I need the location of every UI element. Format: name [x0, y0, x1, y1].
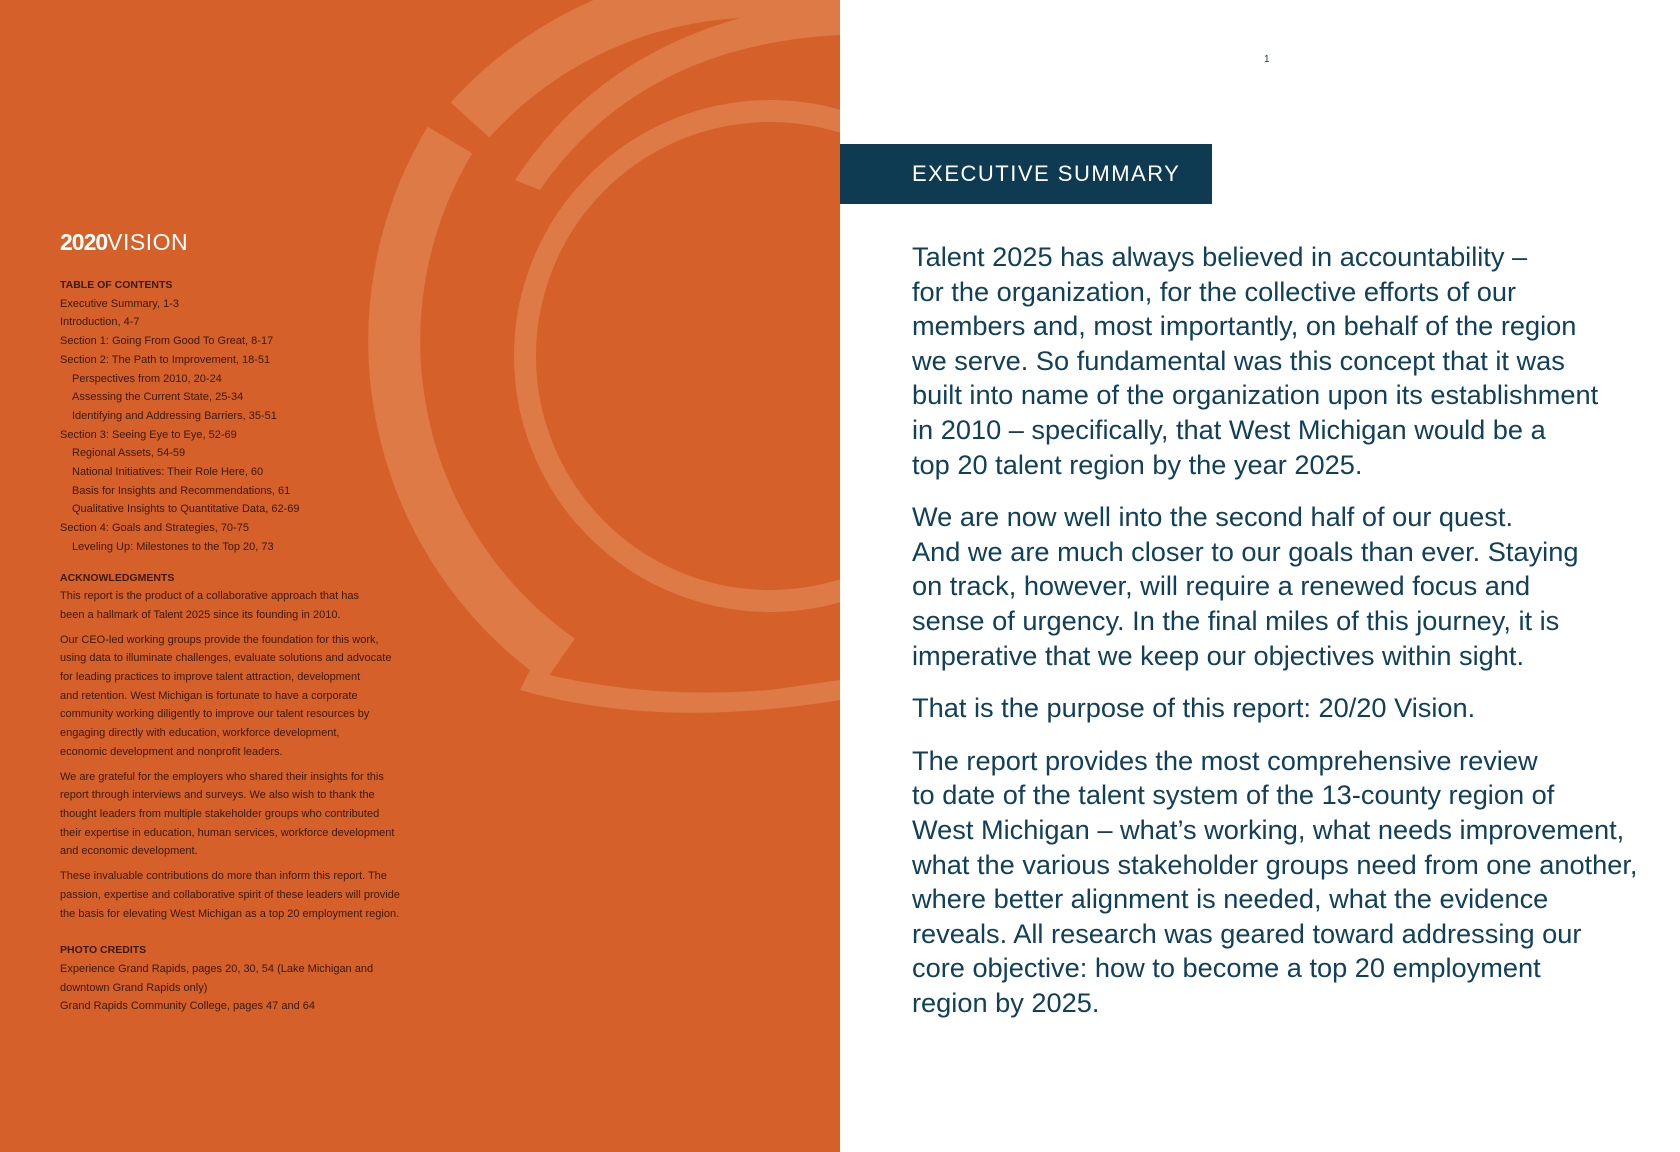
- text-line: built into name of the organization upon its establishment: [912, 379, 1599, 411]
- text-line: Talent 2025 has always believed in accountability –: [912, 241, 1528, 272]
- summary-paragraph: [912, 500, 1652, 673]
- photo-credit-line: Grand Rapids Community College, pages 47 and 64: [60, 1000, 315, 1013]
- toc-item: Section 4: Goals and Strategies, 70-75: [60, 522, 249, 535]
- photo-credits-heading: PHOTO CREDITS: [60, 944, 147, 957]
- text-line: sense of urgency. In the final miles of this journey, it is: [912, 604, 1560, 636]
- text-line: on track, however, will require a renewed focus and: [912, 570, 1531, 602]
- executive-summary-body: [912, 240, 1652, 1038]
- right-page: [840, 0, 1680, 1152]
- text-line: We are grateful for the employers who shared their insights for this: [60, 770, 384, 783]
- text-line: economic development and nonprofit leaders.: [60, 745, 283, 758]
- toc-item: Basis for Insights and Recommendations, 61: [72, 484, 291, 497]
- text-line: region by 2025.: [912, 986, 1100, 1018]
- inner-ring: [525, 111, 840, 601]
- text-line: engaging directly with education, workforce development,: [60, 727, 340, 740]
- text-line: and economic development.: [60, 845, 198, 858]
- photo-credits-text: [60, 960, 460, 1016]
- toc-item: National Initiatives: Their Role Here, 60: [72, 466, 264, 479]
- text-line: what the various stakeholder groups need from one another,: [912, 848, 1638, 880]
- text-line: using data to illuminate challenges, evaluate solutions and advocate: [60, 652, 392, 665]
- acknowledgments-paragraph: [60, 631, 460, 762]
- toc-item: Assessing the Current State, 25-34: [72, 391, 244, 404]
- text-line: members and, most importantly, on behalf of the region: [912, 310, 1577, 342]
- summary-paragraph: [912, 691, 1652, 726]
- toc-item: Section 2: The Path to Improvement, 18-51: [60, 353, 271, 366]
- toc-heading: TABLE OF CONTENTS: [60, 279, 173, 291]
- photo-credit-line: downtown Grand Rapids only): [60, 981, 208, 994]
- toc-list: [60, 295, 460, 557]
- toc-item: Leveling Up: Milestones to the Top 20, 73: [72, 540, 274, 553]
- left-column: [60, 228, 460, 1016]
- toc-item: Executive Summary, 1-3: [60, 297, 180, 310]
- brand-word: VISION: [107, 229, 189, 255]
- text-line: West Michigan – what’s working, what needs improvement,: [912, 813, 1625, 845]
- text-line: We are now well into the second half of our quest.: [912, 501, 1513, 533]
- text-line: These invaluable contributions do more than inform this report. The: [60, 870, 387, 883]
- text-line: This report is the product of a collaborative approach that has: [60, 590, 360, 603]
- page-number: 1: [1264, 54, 1270, 65]
- text-line: reveals. All research was geared toward addressing our: [912, 917, 1582, 949]
- brand-number: 2020: [60, 229, 108, 255]
- acknowledgments-text: [60, 587, 460, 923]
- text-line: for leading practices to improve talent attraction, development: [60, 671, 361, 684]
- text-line: we serve. So fundamental was this concept that it was: [912, 344, 1565, 376]
- text-line: been a hallmark of Talent 2025 since its founding in 2010.: [60, 608, 341, 621]
- summary-paragraph: [912, 240, 1652, 482]
- toc-item: Identifying and Addressing Barriers, 35-51: [72, 409, 277, 422]
- text-line: core objective: how to become a top 20 employment: [912, 952, 1541, 984]
- photo-credit-line: Experience Grand Rapids, pages 20, 30, 54 (Lake Michigan and: [60, 962, 374, 975]
- text-line: their expertise in education, human services, workforce development: [60, 826, 395, 839]
- acknowledgments-paragraph: [60, 867, 460, 923]
- text-line: thought leaders from multiple stakeholder groups who contributed: [60, 807, 380, 820]
- summary-paragraph: [912, 744, 1652, 1021]
- acknowledgments-heading: ACKNOWLEDGMENTS: [60, 571, 175, 584]
- brand-logo: [60, 228, 460, 256]
- acknowledgments-paragraph: [60, 587, 460, 624]
- toc-item: Qualitative Insights to Quantitative Data, 62-69: [72, 503, 300, 516]
- executive-summary-heading: EXECUTIVE SUMMARY: [840, 144, 1212, 204]
- text-line: community working diligently to improve our talent resources by: [60, 708, 370, 721]
- text-line: imperative that we keep our objectives within sight.: [912, 639, 1525, 671]
- text-line: for the organization, for the collective efforts of our: [912, 275, 1516, 307]
- toc-item: Regional Assets, 54-59: [72, 447, 186, 460]
- toc-item: Perspectives from 2010, 20-24: [72, 372, 222, 385]
- text-line: and retention. West Michigan is fortunate to have a corporate: [60, 689, 358, 702]
- text-line: top 20 talent region by the year 2025.: [912, 448, 1363, 480]
- text-line: to date of the talent system of the 13-county region of: [912, 779, 1555, 811]
- acknowledgments-paragraph: [60, 768, 460, 862]
- text-line: That is the purpose of this report: 20/20 Vision.: [912, 692, 1476, 724]
- text-line: Our CEO-led working groups provide the foundation for this work,: [60, 633, 379, 646]
- text-line: report through interviews and surveys. We also wish to thank the: [60, 789, 375, 802]
- text-line: And we are much closer to our goals than ever. Staying: [912, 535, 1579, 567]
- ring-segment-lower: [520, 670, 840, 713]
- text-line: where better alignment is needed, what the evidence: [912, 883, 1549, 915]
- toc-item: Introduction, 4-7: [60, 316, 140, 329]
- toc-item: Section 1: Going From Good To Great, 8-17: [60, 335, 274, 348]
- toc-item: Section 3: Seeing Eye to Eye, 52-69: [60, 428, 237, 441]
- text-line: The report provides the most comprehensive review: [912, 744, 1538, 776]
- text-line: in 2010 – specifically, that West Michigan would be a: [912, 413, 1546, 445]
- text-line: the basis for elevating West Michigan as a top 20 employment region.: [60, 907, 400, 920]
- text-line: passion, expertise and collaborative spirit of these leaders will provide: [60, 888, 400, 901]
